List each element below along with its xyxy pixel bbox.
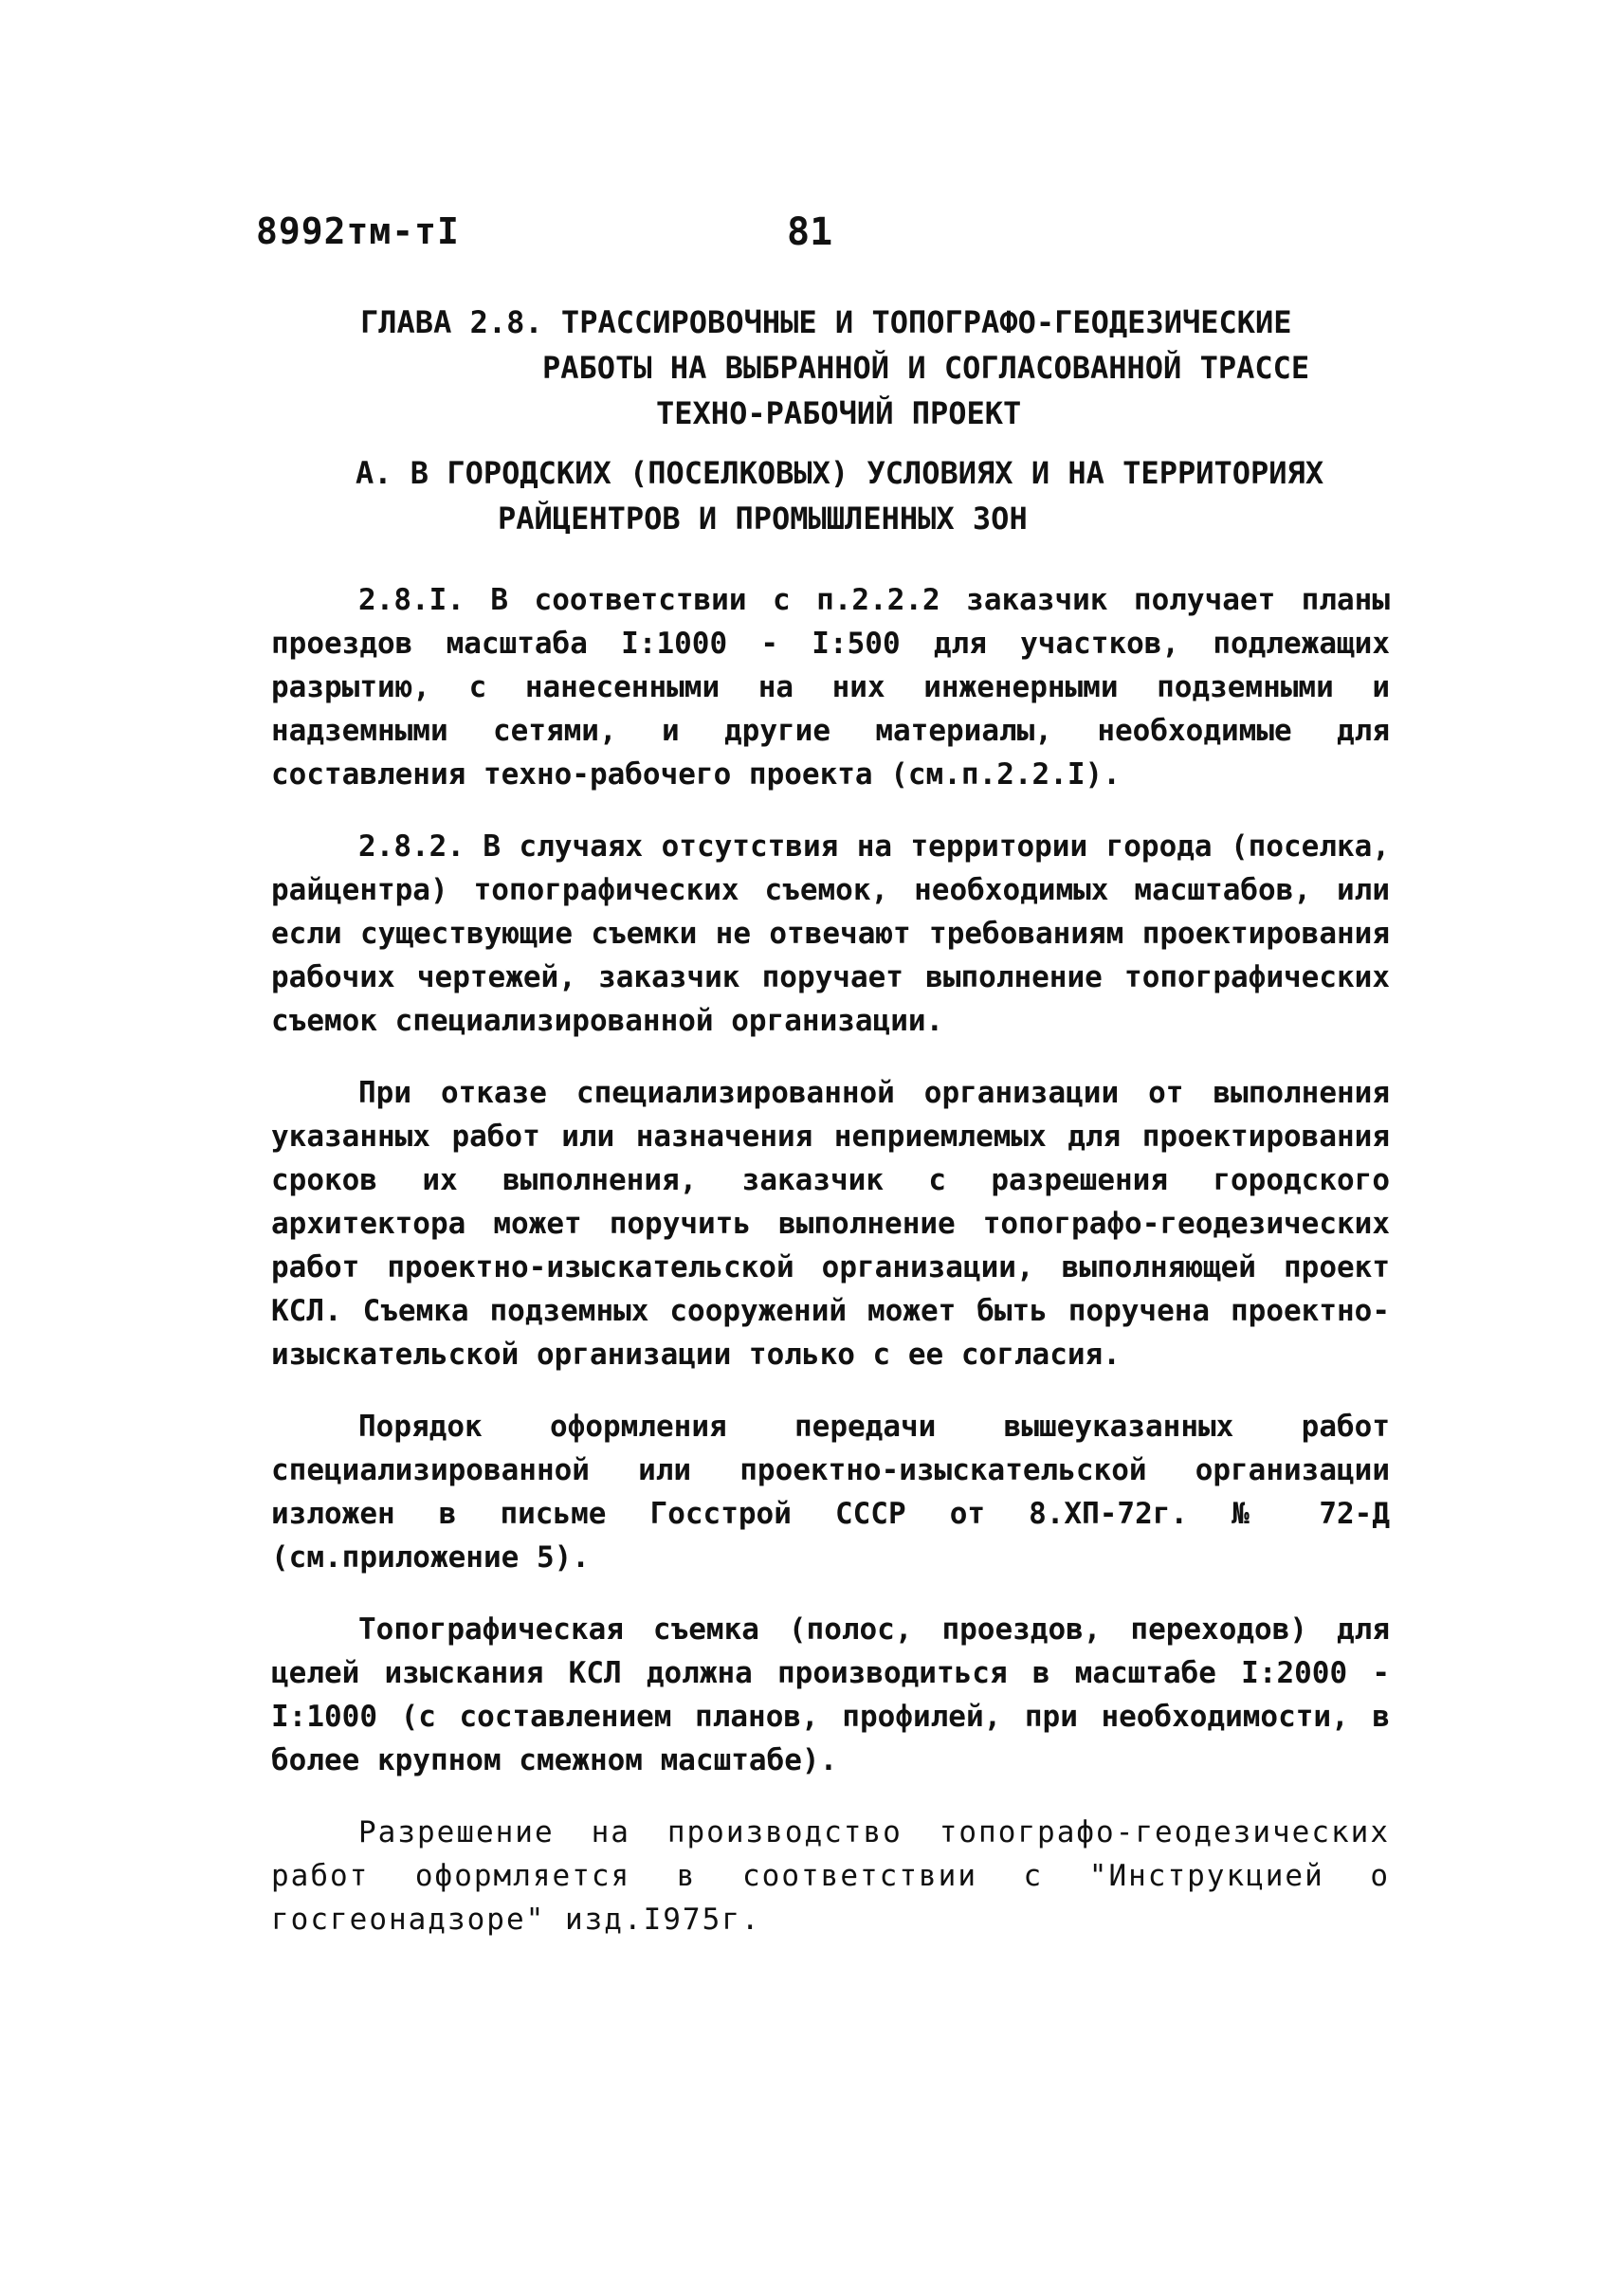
document-code: 8992тм-тI	[256, 210, 460, 252]
body-text	[271, 578, 1390, 1970]
chapter-title	[360, 300, 1384, 436]
paragraph-2-8-2: 2.8.2. В случаях отсутствия на территории города (поселка, райцентра) топографических съемок, необходимых масштабов, или если существующие съемки не отвечают требованиям проектирования рабочих чертежей, заказчик поручает выполнение топографических съемок специализированной организации.	[271, 829, 1390, 1038]
paragraph-permission: Разрешение на производство топографо-геодезических работ оформляется в соответствии с "Инструкцией о госгеонадзоре" изд.I975г.	[271, 1815, 1390, 1937]
chapter-title-line-1: ГЛАВА 2.8. ТРАССИРОВОЧНЫЕ И ТОПОГРАФО-ГЕОДЕЗИЧЕСКИЕ	[360, 304, 1292, 340]
section-title-line-1: А. В ГОРОДСКИХ (ПОСЕЛКОВЫХ) УСЛОВИЯХ И НА ТЕРРИТОРИЯХ	[356, 455, 1324, 491]
section-title-line-2: РАЙЦЕНТРОВ И ПРОМЫШЛЕННЫХ ЗОН	[498, 501, 1028, 537]
paragraph-topographic-survey: Топографическая съемка (полос, проездов, переходов) для целей изыскания КСЛ должна производиться в масштабе I:2000 - I:1000 (с составлением планов, профилей, при необходимости, в более крупном смежном масштабе).	[271, 1612, 1390, 1777]
page-number: 81	[787, 210, 833, 254]
paragraph-2-8-1: 2.8.I. В соответствии с п.2.2.2 заказчик получает планы проездов масштаба I:1000 - I:500 для участков, подлежащих разрытию, с нанесенными на них инженерными подземными и надземными сетями, и другие материалы, необходимые для составления техно-рабочего проекта (см.п.2.2.I).	[271, 583, 1390, 792]
paragraph-procedure: Порядок оформления передачи вышеуказанных работ специализированной или проектно-изыскательской организации изложен в письме Госстрой СССР от 8.ХП-72г. № 72-Д (см.приложение 5).	[271, 1410, 1390, 1575]
chapter-title-line-3: ТЕХНО-РАБОЧИЙ ПРОЕКТ	[656, 395, 1022, 431]
section-title	[356, 450, 1398, 541]
chapter-title-line-2: РАБОТЫ НА ВЫБРАННОЙ И СОГЛАСОВАННОЙ ТРАССЕ	[542, 350, 1310, 386]
paragraph-refusal: При отказе специализированной организации от выполнения указанных работ или назначения неприемлемых для проектирования сроков их выполнения, заказчик с разрешения городского архитектора может поручить выполнение топографо-геодезических работ проектно-изыскательской организации, выполняющей проект КСЛ. Съемка подземных сооружений может быть поручена проектно-изыскательской организации только с ее согласия.	[271, 1076, 1390, 1372]
